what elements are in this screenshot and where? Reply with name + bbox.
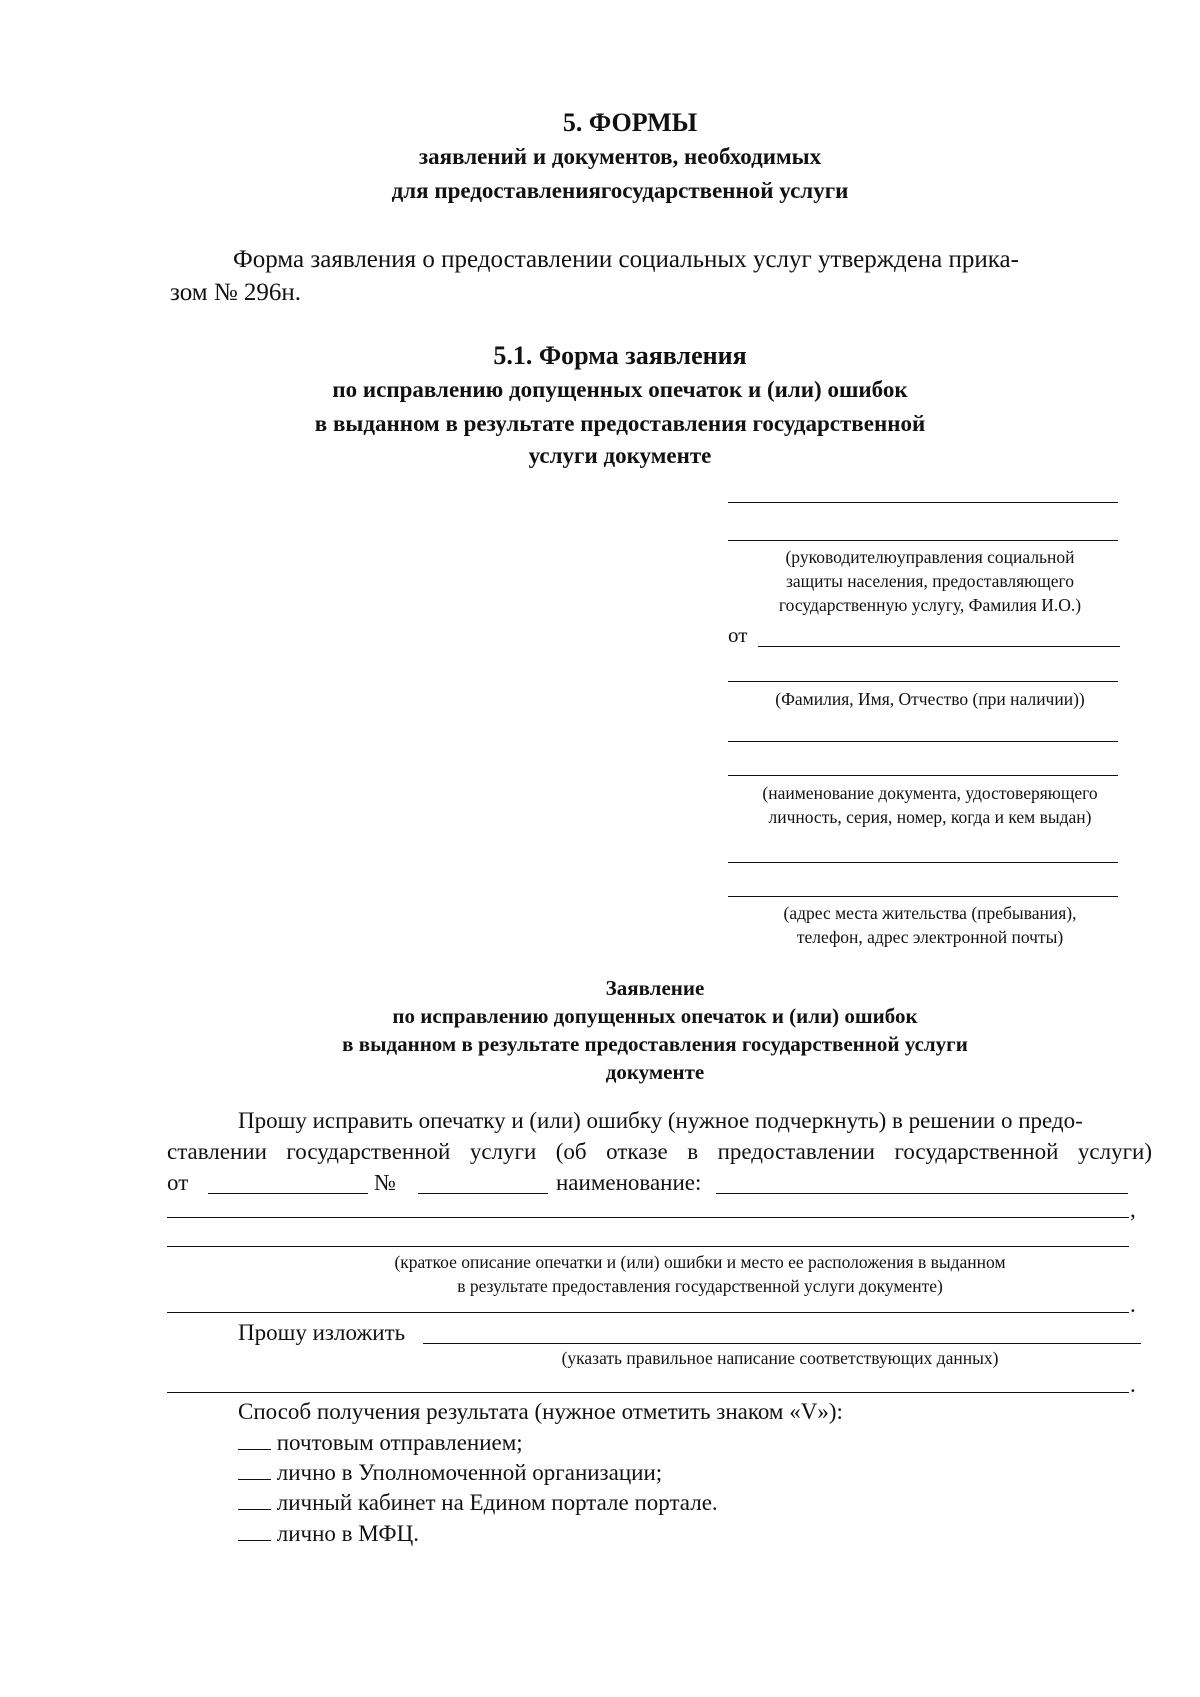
delivery-label: Способ получения результата (нужное отметить знаком «V»):	[238, 1399, 843, 1424]
request-name-blank[interactable]	[716, 1193, 1128, 1194]
from-blank[interactable]	[758, 646, 1120, 647]
delivery-option-office[interactable]: лично в Уполномоченной организации;	[238, 1459, 662, 1486]
delivery-option-portal[interactable]: личный кабинет на Едином портале портале.	[238, 1489, 718, 1516]
description-hint: (краткое описание опечатки и (или) ошибки и место ее расположения в выданном в результате предоставления государственной услуги документе)	[394, 1252, 1006, 1296]
request-blank-line-1[interactable]	[167, 1217, 1129, 1218]
restate-period: .	[1130, 1372, 1136, 1397]
id-doc-hint: (наименование документа, удостоверяющего личность, серия, номер, когда и кем выдан)	[762, 783, 1098, 827]
from-label: от	[728, 623, 748, 647]
address-hint: (адрес места жительства (пребывания), телефон, адрес электронной почты)	[783, 903, 1077, 947]
id-doc-blank-2[interactable]	[728, 775, 1118, 776]
subsection-title: 5.1. Форма заявления	[493, 341, 747, 370]
restate-blank-2[interactable]	[167, 1392, 1129, 1393]
intro-line2: зом № 296н.	[170, 279, 302, 306]
section-title: 5. ФОРМЫ	[562, 108, 698, 137]
subsection-line3: в выданном в результате предоставления государственной	[314, 411, 926, 436]
checkmark-blank[interactable]	[238, 1520, 271, 1541]
request-line1: Прошу исправить опечатку и (или) ошибку (нужное подчеркнуть) в решении о предо-	[238, 1108, 1083, 1133]
id-doc-blank-1[interactable]	[728, 741, 1118, 742]
request-number-label: №	[374, 1170, 396, 1195]
checkmark-blank[interactable]	[238, 1459, 271, 1480]
request-from-label: от	[167, 1170, 189, 1195]
restate-blank[interactable]	[423, 1343, 1141, 1344]
statement-line4: документе	[605, 1060, 705, 1084]
request-blank-line-2[interactable]	[167, 1246, 1129, 1247]
fio-blank[interactable]	[728, 681, 1118, 682]
addressee-blank-1[interactable]	[728, 502, 1118, 503]
request-comma: ,	[1130, 1197, 1136, 1222]
request-number-blank[interactable]	[418, 1193, 548, 1194]
request-name-label: наименование:	[556, 1170, 702, 1195]
delivery-option-mail[interactable]: почтовым отправлением;	[238, 1429, 523, 1456]
restate-label: Прошу изложить	[238, 1320, 406, 1345]
statement-line3: в выданном в результате предоставления государственной услуги	[342, 1032, 968, 1056]
checkmark-blank[interactable]	[238, 1489, 271, 1510]
subsection-line2: по исправлению допущенных опечаток и (или) ошибок	[332, 377, 908, 402]
request-line2: ставлении государственной услуги (об отказе в предоставлении государственной услуги)	[167, 1139, 1152, 1164]
request-date-blank[interactable]	[208, 1193, 368, 1194]
addressee-blank-2[interactable]	[728, 540, 1118, 541]
description-period: .	[1130, 1292, 1136, 1317]
subsection-line4: услуги документе	[528, 443, 712, 468]
description-blank[interactable]	[167, 1312, 1129, 1313]
statement-title: Заявление	[605, 976, 705, 1000]
section-subtitle-line2: для предоставлениягосударственной услуги	[391, 178, 849, 203]
checkmark-blank[interactable]	[238, 1429, 271, 1450]
delivery-option-mfc[interactable]: лично в МФЦ.	[238, 1520, 419, 1547]
head-hint: (руководителюуправления социальной защиты населения, предоставляющего государственную услугу, Фамилия И.О.)	[778, 547, 1082, 615]
intro-line1: Форма заявления о предоставлении социальных услуг утверждена прика-	[233, 246, 1019, 273]
address-blank-1[interactable]	[728, 862, 1118, 863]
statement-line2: по исправлению допущенных опечаток и (или) ошибок	[392, 1004, 918, 1028]
section-subtitle-line1: заявлений и документов, необходимых	[418, 144, 822, 169]
fio-hint: (Фамилия, Имя, Отчество (при наличии))	[775, 689, 1085, 709]
restate-hint: (указать правильное написание соответствующих данных)	[561, 1348, 999, 1368]
address-blank-2[interactable]	[728, 896, 1118, 897]
